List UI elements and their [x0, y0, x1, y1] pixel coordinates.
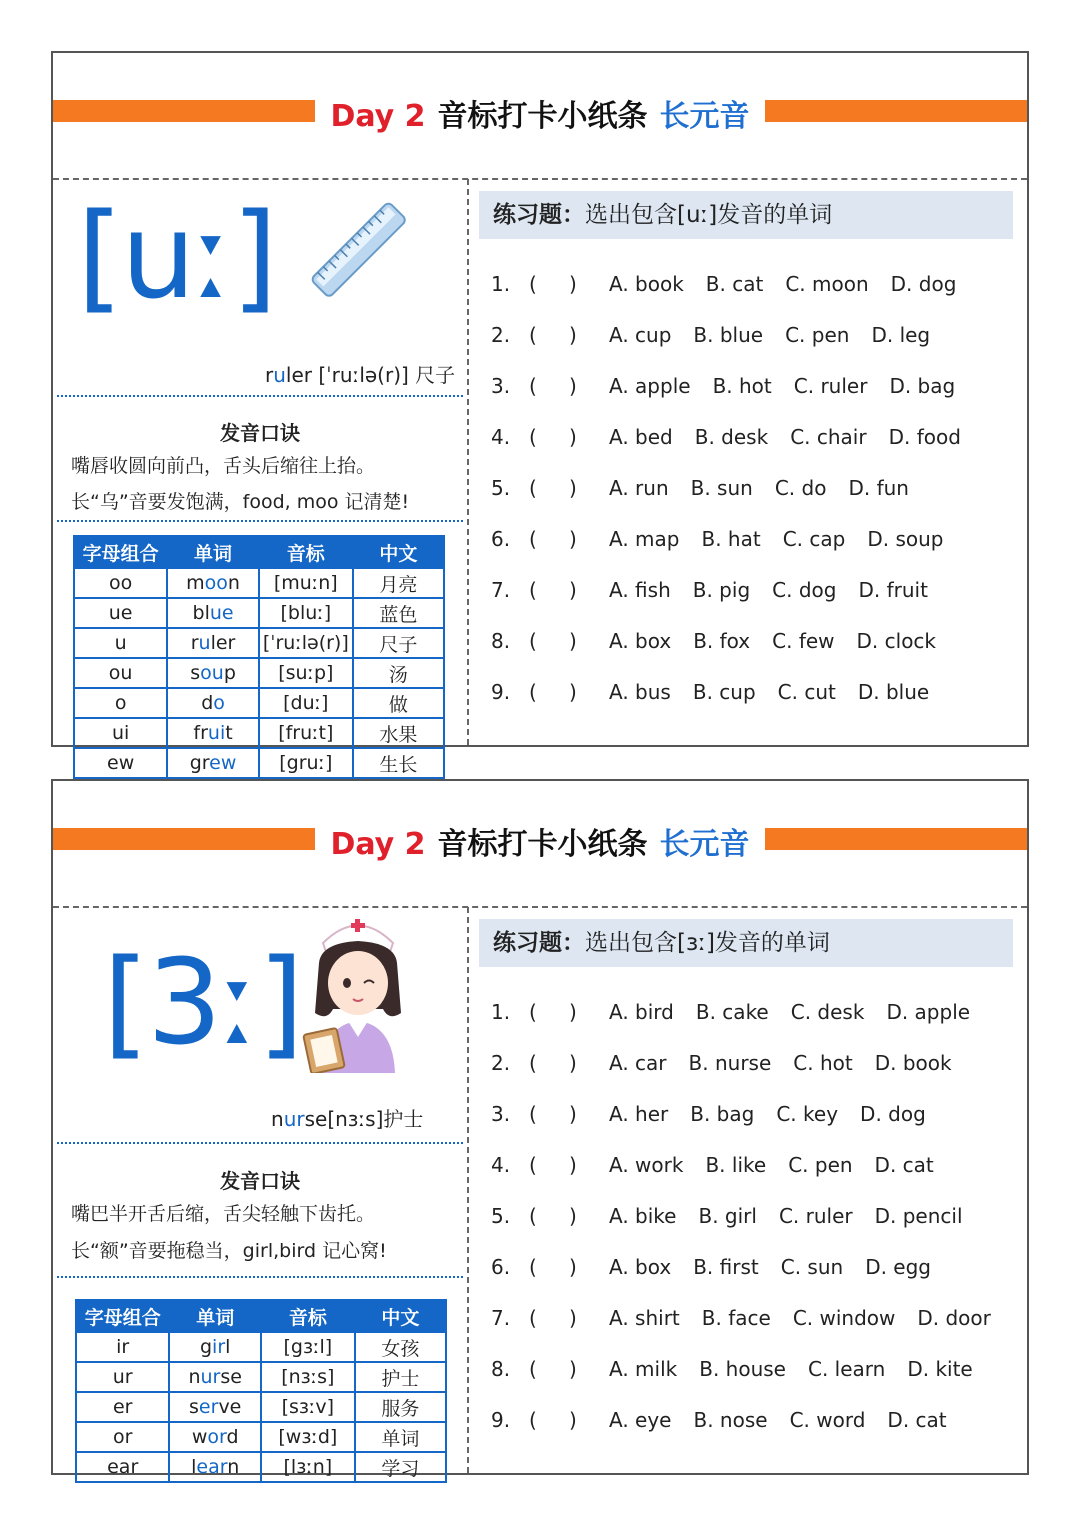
card-title: [315, 91, 765, 135]
question-number: 1.: [491, 272, 511, 296]
answer-option[interactable]: C. word: [789, 1408, 866, 1432]
cell-word: do: [167, 688, 259, 718]
right-column: [469, 179, 1027, 745]
answer-blank-close[interactable]: ): [569, 374, 577, 398]
cell-chinese: 女孩: [355, 1332, 446, 1362]
dotted-divider: [57, 1142, 463, 1144]
answer-blank-open[interactable]: (: [529, 425, 537, 449]
cell-chinese: 护士: [355, 1362, 446, 1392]
col-header-combo: 字母组合: [74, 536, 167, 568]
answer-option[interactable]: A. shirt: [609, 1306, 680, 1330]
answer-blank-close[interactable]: ): [569, 1255, 577, 1279]
answer-option[interactable]: D. pencil: [874, 1204, 963, 1228]
answer-option[interactable]: C. few: [772, 629, 835, 653]
answer-option[interactable]: D. book: [874, 1051, 952, 1075]
answer-option[interactable]: B. fox: [693, 629, 751, 653]
exercise-prompt: 选出包含[ɜː]发音的单词: [585, 930, 830, 956]
dotted-divider: [57, 520, 463, 522]
dotted-divider: [57, 1276, 463, 1278]
phonics-card-u: [51, 51, 1029, 776]
answer-blank-open[interactable]: (: [529, 1357, 537, 1381]
answer-option[interactable]: D. door: [917, 1306, 991, 1330]
orange-stripe-left: [53, 100, 315, 122]
ruler-icon: [303, 199, 413, 299]
question-number: 7.: [491, 578, 511, 602]
answer-blank-open[interactable]: (: [529, 1255, 537, 1279]
answer-option[interactable]: A. run: [609, 476, 669, 500]
answer-options: [609, 1354, 995, 1384]
answer-option[interactable]: A. her: [609, 1102, 669, 1126]
answer-option[interactable]: D. apple: [886, 1000, 971, 1024]
answer-blank-close[interactable]: ): [569, 578, 577, 602]
answer-option[interactable]: C. ruler: [778, 1204, 853, 1228]
answer-option[interactable]: D. leg: [871, 323, 931, 347]
answer-option[interactable]: C. do: [774, 476, 827, 500]
cell-word: learn: [169, 1452, 261, 1482]
col-header-chinese: 中文: [353, 536, 444, 568]
answer-option[interactable]: B. blue: [693, 323, 764, 347]
rule-line-2: 长“乌”音要发饱满，food, moo 记清楚!: [71, 491, 410, 513]
answer-option[interactable]: C. desk: [790, 1000, 865, 1024]
left-column: [53, 907, 467, 1480]
answer-option[interactable]: B. hot: [712, 374, 772, 398]
answer-blank-open[interactable]: (: [529, 1306, 537, 1330]
answer-option[interactable]: C. chair: [790, 425, 867, 449]
right-column: [469, 907, 1027, 1473]
answer-option[interactable]: C. learn: [807, 1357, 886, 1381]
answer-blank-open[interactable]: (: [529, 476, 537, 500]
cell-word: blue: [167, 598, 259, 628]
answer-option[interactable]: C. sun: [780, 1255, 844, 1279]
answer-options: [609, 1303, 1013, 1333]
title-day: Day 2: [330, 99, 426, 134]
exercise-prompt: 选出包含[uː]发音的单词: [585, 202, 833, 228]
answer-blank-close[interactable]: ): [569, 1000, 577, 1024]
answer-option[interactable]: B. house: [699, 1357, 786, 1381]
rule-line-1: 嘴唇收圆向前凸，舌头后缩往上抬。: [71, 455, 376, 477]
answer-option[interactable]: B. nose: [693, 1408, 768, 1432]
answer-option[interactable]: A. bus: [609, 680, 671, 704]
exercise-label: 练习题：: [493, 202, 585, 228]
orange-stripe-right: [765, 828, 1027, 850]
title-day: Day 2: [330, 827, 426, 862]
question-number: 5.: [491, 476, 511, 500]
cell-ipa: [gruː]: [259, 748, 353, 778]
answer-options: [609, 626, 958, 656]
answer-option[interactable]: C. ruler: [793, 374, 868, 398]
col-header-word: 单词: [167, 536, 259, 568]
spelling-table: [75, 1299, 447, 1483]
answer-options: [609, 524, 966, 554]
answer-option[interactable]: B. bag: [690, 1102, 755, 1126]
col-header-word: 单词: [169, 1300, 261, 1332]
table-row: [74, 688, 444, 718]
cell-combo: ew: [74, 748, 167, 778]
cell-word: nurse: [169, 1362, 261, 1392]
phoneme-symbol: [uː]: [77, 187, 276, 325]
example-word: ruler [ˈruːlə(r)] 尺子: [265, 363, 456, 387]
table-row: [76, 1422, 446, 1452]
cell-ipa: [suːp]: [259, 658, 353, 688]
question-number: 3.: [491, 1102, 511, 1126]
answer-blank-close[interactable]: ): [569, 1408, 577, 1432]
cell-word: girl: [169, 1332, 261, 1362]
dotted-divider: [57, 395, 463, 397]
answer-option[interactable]: A. work: [609, 1153, 684, 1177]
answer-option[interactable]: A. bike: [609, 1204, 677, 1228]
rule-title: 发音口诀: [220, 421, 300, 445]
answer-blank-close[interactable]: ): [569, 1051, 577, 1075]
col-header-ipa: 音标: [261, 1300, 355, 1332]
exercise-label: 练习题：: [493, 930, 585, 956]
answer-option[interactable]: D. dog: [860, 1102, 926, 1126]
answer-option[interactable]: A. box: [609, 1255, 672, 1279]
answer-option[interactable]: C. moon: [785, 272, 869, 296]
cell-chinese: 蓝色: [353, 598, 444, 628]
cell-combo: ou: [74, 658, 167, 688]
col-header-chinese: 中文: [355, 1300, 446, 1332]
answer-option[interactable]: C. hot: [793, 1051, 853, 1075]
exercise-header: [479, 191, 1013, 239]
answer-option[interactable]: C. window: [792, 1306, 896, 1330]
answer-options: [609, 371, 977, 401]
answer-option[interactable]: A. milk: [609, 1357, 678, 1381]
table-row: [74, 748, 444, 778]
left-column: [53, 179, 467, 776]
cell-ipa: [wɜːd]: [261, 1422, 355, 1452]
table-row: [76, 1392, 446, 1422]
answer-option[interactable]: B. hat: [701, 527, 761, 551]
table-row: [76, 1362, 446, 1392]
question-number: 7.: [491, 1306, 511, 1330]
answer-option[interactable]: D. cat: [887, 1408, 947, 1432]
cell-combo: ur: [76, 1362, 169, 1392]
answer-option[interactable]: A. bird: [609, 1000, 674, 1024]
answer-option[interactable]: A. car: [609, 1051, 667, 1075]
answer-blank-close[interactable]: ): [569, 1306, 577, 1330]
answer-option[interactable]: D. food: [888, 425, 961, 449]
table-row: [74, 598, 444, 628]
answer-option[interactable]: C. cut: [777, 680, 836, 704]
question-number: 4.: [491, 425, 511, 449]
table-row: [76, 1452, 446, 1482]
answer-blank-open[interactable]: (: [529, 374, 537, 398]
cell-word: soup: [167, 658, 259, 688]
title-kind: 长元音: [659, 827, 750, 862]
orange-stripe-left: [53, 828, 315, 850]
answer-option[interactable]: A. bed: [609, 425, 673, 449]
answer-option[interactable]: D. dog: [890, 272, 957, 296]
question-number: 4.: [491, 1153, 511, 1177]
cell-ipa: [muːn]: [259, 568, 353, 598]
answer-option[interactable]: D. clock: [856, 629, 937, 653]
phoneme-symbol: [3ː]: [103, 933, 302, 1071]
answer-blank-close[interactable]: ): [569, 527, 577, 551]
spelling-table: [73, 535, 445, 779]
answer-option[interactable]: B. like: [705, 1153, 767, 1177]
answer-option[interactable]: B. first: [693, 1255, 759, 1279]
cell-ipa: [lɜːn]: [261, 1452, 355, 1482]
cell-ipa: [bluː]: [259, 598, 353, 628]
answer-blank-open[interactable]: (: [529, 629, 537, 653]
cell-combo: or: [76, 1422, 169, 1452]
title-subtitle: 音标打卡小纸条: [437, 99, 648, 134]
cell-word: word: [169, 1422, 261, 1452]
cell-word: fruit: [167, 718, 259, 748]
cell-combo: ear: [76, 1452, 169, 1482]
cell-chinese: 月亮: [353, 568, 444, 598]
answer-options: [609, 422, 983, 452]
cell-ipa: [sɜːv]: [261, 1392, 355, 1422]
answer-option[interactable]: C. dog: [772, 578, 837, 602]
answer-blank-close[interactable]: ): [569, 1153, 577, 1177]
cell-combo: ui: [74, 718, 167, 748]
answer-options: [609, 1048, 974, 1078]
answer-option[interactable]: A. book: [609, 272, 684, 296]
answer-options: [609, 1252, 953, 1282]
answer-options: [609, 1099, 948, 1129]
answer-blank-close[interactable]: ): [569, 425, 577, 449]
answer-blank-open[interactable]: (: [529, 1102, 537, 1126]
answer-option[interactable]: C. key: [776, 1102, 839, 1126]
cell-combo: ir: [76, 1332, 169, 1362]
answer-blank-open[interactable]: (: [529, 527, 537, 551]
cell-chinese: 尺子: [353, 628, 444, 658]
question-number: 2.: [491, 1051, 511, 1075]
answer-option[interactable]: D. blue: [857, 680, 930, 704]
question-number: 5.: [491, 1204, 511, 1228]
answer-option[interactable]: B. nurse: [688, 1051, 772, 1075]
answer-options: [609, 473, 931, 503]
answer-blank-close[interactable]: ): [569, 1204, 577, 1228]
cell-word: grew: [167, 748, 259, 778]
cell-ipa: [duː]: [259, 688, 353, 718]
answer-option[interactable]: B. sun: [690, 476, 753, 500]
answer-blank-close[interactable]: ): [569, 476, 577, 500]
answer-option[interactable]: D. kite: [907, 1357, 973, 1381]
answer-blank-open[interactable]: (: [529, 1000, 537, 1024]
answer-option[interactable]: D. fruit: [858, 578, 928, 602]
answer-option[interactable]: C. pen: [785, 323, 850, 347]
answer-option[interactable]: D. bag: [889, 374, 956, 398]
answer-blank-open[interactable]: (: [529, 1051, 537, 1075]
answer-option[interactable]: D. cat: [874, 1153, 934, 1177]
answer-blank-open[interactable]: (: [529, 578, 537, 602]
answer-blank-close[interactable]: ): [569, 680, 577, 704]
answer-option[interactable]: A. eye: [609, 1408, 672, 1432]
answer-option[interactable]: A. box: [609, 629, 672, 653]
cell-ipa: [nɜːs]: [261, 1362, 355, 1392]
answer-options: [609, 1150, 956, 1180]
answer-options: [609, 1201, 985, 1231]
cell-chinese: 学习: [355, 1452, 446, 1482]
answer-option[interactable]: B. desk: [694, 425, 769, 449]
cell-chinese: 服务: [355, 1392, 446, 1422]
answer-option[interactable]: C. pen: [788, 1153, 853, 1177]
answer-option[interactable]: D. soup: [867, 527, 944, 551]
cell-combo: u: [74, 628, 167, 658]
title-subtitle: 音标打卡小纸条: [437, 827, 648, 862]
cell-chinese: 汤: [353, 658, 444, 688]
cell-combo: ue: [74, 598, 167, 628]
question-number: 9.: [491, 680, 511, 704]
table-row: [76, 1332, 446, 1362]
answer-option[interactable]: B. pig: [692, 578, 751, 602]
cell-chinese: 单词: [355, 1422, 446, 1452]
rule-line-1: 嘴巴半开舌后缩，舌尖轻触下齿托。: [71, 1203, 376, 1225]
table-row: [74, 658, 444, 688]
cell-ipa: [gɜːl]: [261, 1332, 355, 1362]
table-row: [74, 568, 444, 598]
table-row: [74, 628, 444, 658]
answer-option[interactable]: A. map: [609, 527, 680, 551]
answer-option[interactable]: B. cat: [705, 272, 764, 296]
cell-ipa: [fruːt]: [259, 718, 353, 748]
nurse-icon: [293, 913, 423, 1073]
question-number: 1.: [491, 1000, 511, 1024]
col-header-ipa: 音标: [259, 536, 353, 568]
answer-option[interactable]: C. cap: [782, 527, 846, 551]
rule-title: 发音口诀: [220, 1169, 300, 1193]
answer-blank-close[interactable]: ): [569, 323, 577, 347]
answer-option[interactable]: A. fish: [609, 578, 671, 602]
question-number: 9.: [491, 1408, 511, 1432]
exercise-header: [479, 919, 1013, 967]
answer-blank-open[interactable]: (: [529, 1153, 537, 1177]
col-header-combo: 字母组合: [76, 1300, 169, 1332]
orange-stripe-right: [765, 100, 1027, 122]
answer-blank-open[interactable]: (: [529, 1408, 537, 1432]
cell-word: ruler: [167, 628, 259, 658]
answer-blank-open[interactable]: (: [529, 323, 537, 347]
example-word: nurse[nɜːs]护士: [271, 1107, 424, 1131]
answer-option[interactable]: A. cup: [609, 323, 672, 347]
cell-combo: o: [74, 688, 167, 718]
cell-chinese: 生长: [353, 748, 444, 778]
cell-word: serve: [169, 1392, 261, 1422]
answer-option[interactable]: D. egg: [865, 1255, 931, 1279]
question-number: 6.: [491, 527, 511, 551]
answer-options: [609, 575, 950, 605]
answer-options: [609, 320, 952, 350]
question-number: 2.: [491, 323, 511, 347]
answer-option[interactable]: D. fun: [848, 476, 909, 500]
rule-line-2: 长“额”音要拖稳当，girl,bird 记心窝!: [71, 1240, 387, 1262]
answer-blank-open[interactable]: (: [529, 1204, 537, 1228]
answer-option[interactable]: B. cake: [695, 1000, 769, 1024]
table-row: [74, 718, 444, 748]
answer-option[interactable]: B. face: [701, 1306, 771, 1330]
phonics-card-er: [51, 779, 1029, 1480]
answer-blank-open[interactable]: (: [529, 680, 537, 704]
cell-chinese: 做: [353, 688, 444, 718]
cell-combo: oo: [74, 568, 167, 598]
answer-blank-close[interactable]: ): [569, 1357, 577, 1381]
cell-combo: er: [76, 1392, 169, 1422]
question-number: 6.: [491, 1255, 511, 1279]
question-number: 8.: [491, 629, 511, 653]
card-title: [315, 819, 765, 863]
answer-blank-close[interactable]: ): [569, 629, 577, 653]
answer-blank-close[interactable]: ): [569, 272, 577, 296]
answer-options: [609, 997, 992, 1027]
cell-ipa: [ˈruːlə(r)]: [259, 628, 353, 658]
answer-option[interactable]: B. cup: [692, 680, 756, 704]
cell-chinese: 水果: [353, 718, 444, 748]
question-number: 3.: [491, 374, 511, 398]
question-number: 8.: [491, 1357, 511, 1381]
title-kind: 长元音: [659, 99, 750, 134]
answer-options: [609, 677, 951, 707]
answer-options: [609, 269, 978, 299]
answer-options: [609, 1405, 969, 1435]
answer-option[interactable]: A. apple: [609, 374, 691, 398]
answer-option[interactable]: B. girl: [698, 1204, 757, 1228]
cell-word: moon: [167, 568, 259, 598]
answer-blank-close[interactable]: ): [569, 1102, 577, 1126]
answer-blank-open[interactable]: (: [529, 272, 537, 296]
